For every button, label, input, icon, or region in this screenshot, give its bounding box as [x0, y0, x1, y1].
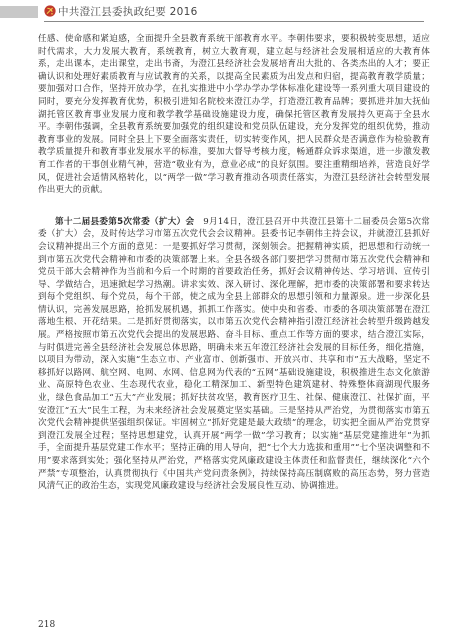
paragraph-2: [38, 216, 430, 493]
section-title: 第十二届县委第5次常委（扩大）会: [55, 216, 195, 227]
page-body: [38, 33, 430, 493]
header-gray-band: [0, 6, 38, 18]
section-gap: [38, 197, 430, 216]
party-emblem-icon: [44, 5, 56, 17]
paragraph-1: 任感、使命感和紧迫感，全面提升全县教育系统干部教育水平。李朝伟要求，要积极转变思想，适应时代需求，大力发展大教育，系统教育，树立大教育观，建立起与经济社会发展相适应的大教育体系，走出课本，走出课堂，走出书斋，为澄江县经济社会发展培育出大批的、各类杰出的人才；要正确认识和处理好素质教育与应试教育的关系，以提高全民素质为出发点和归宿，提高教育教学质量；要加强对口合作，坚持开放办学，在扎实推进中小学办学办学体标准化建设等一系列重大项目建设的同时，要充分发挥教育优势，积极引进知名院校来澄江办学，打造澄江教育品牌；要抓进并加大抚仙湖托管区教育事业发展力度和教学教学基础设施建设力度，确保托管区教育发展持久更高于全县水平。李朝伟强调，全县教育系统要加强党的组织建设和党员队伍建设，充分发挥党的组织优势，推动教育事业的发展。同时全县上下要全面落实责任，切实转变作风，把人民群众是否满意作为检验教育教学质量提升和教育事业发展水平的标准，要加大督导考核力度，畅通群众诉求渠道，进一步激发教育工作者的干事创业精气神，营造“敬业有为，意业必成”的良好氛围。要注重精细培养，营造良好学风，促进社会适情风格转化，以“两学一做”学习教育推动各项责任落实，为澄江县经济社会转型发展作出更大的贡献。: [38, 34, 430, 196]
paragraph-2-text: 9月14日，澄江县召开中共澄江县第十二届委员会第5次常委（扩大）会，及时传达学习市第五次党代会会议精神。县委书记李朝伟主持会议，并就澄江县抓好会议精神提出三个方面的意见：一是要抓好学习贯彻，深刻领会。把握精神实质，把思想和行动统一到市第五次党代会精神和市委的决策部署上来。全县各级各部门要把学习贯彻市第五次党代会精神和党员干部大会精神作为当前和今后一个时期的首要政治任务，抓好会议精神传达、学习培训、宣传引导、学做结合，迅速掀起学习热潮。讲求实效、深入研讨、深化理解，把市委的决策部署和要求转达到每个党组织、每个党员，每个干部，使之成为全县上部群众的思想引领和力量源泉。进一步深化县情认识，完善发展思路，抢抓发展机遇，抓抓工作落实。使中央和省委、市委的各项决策部署在澄江落地生根、开花结果。二是抓好贯彻落实，以市第五次党代会精神指引澄江经济社会转型升级跨越发展。严格按照市第五次党代会提出的发展思路、奋斗目标、重点工作等方面的要求，结合澄江实际，与时俱进完善全县经济社会发展总体思路，明确未来五年澄江经济社会发展的目标任务，细化措施，以项目为带动，深入实施“生态立市、产业富市、创新强市、开放兴市、共享和市”五大战略，坚定不移抓好以路网、航空网、电网、水网、信息网为代表的“五网”基础设施建设，积极推进生态文化旅游业、高原特色农业、生态现代农业，稳化工精深加工、新型特色建筑建材、特殊整体商湖现代服务业，绿色食品加工“五大”产业发展；抓好扶贫攻坚，教育医疗卫生、社保、健康澄江、社保扩面，平安澄江“五大”民生工程，为未来经济社会发展奠定坚实基础。三是坚持从严治党，为贯彻落实市第五次党代会精神提供坚强组织保证。牢固树立“抓好党建是最大政绩”的理念，切实把全面从严治党贯穿到澄江发展全过程；坚持思想建党，认真开展“两学一做”学习教育；以实施“基层党建推进年”为抓手，全面提升基层党建工作水平；坚持正确的用人导向，把“七个大力选拔和重用”“七个坚决调整和不用”要求落到实处；强化坚持从严治党，严格落实党风廉政建设主体责任和监督责任，继续深化“六个严禁”专项整治，认真贯彻执行《中国共产党问责条例》，持续保持高压制腐败的高压态势，努力营造风清气正的政治生态，实现党风廉政建设与经济社会发展良性互动、协调推进。: [38, 216, 430, 492]
header-title: 中共澄江县委执政纪要 2016: [58, 6, 198, 18]
header-divider: [44, 21, 424, 22]
page-number: 218: [38, 620, 56, 630]
page-header: [0, 0, 468, 22]
